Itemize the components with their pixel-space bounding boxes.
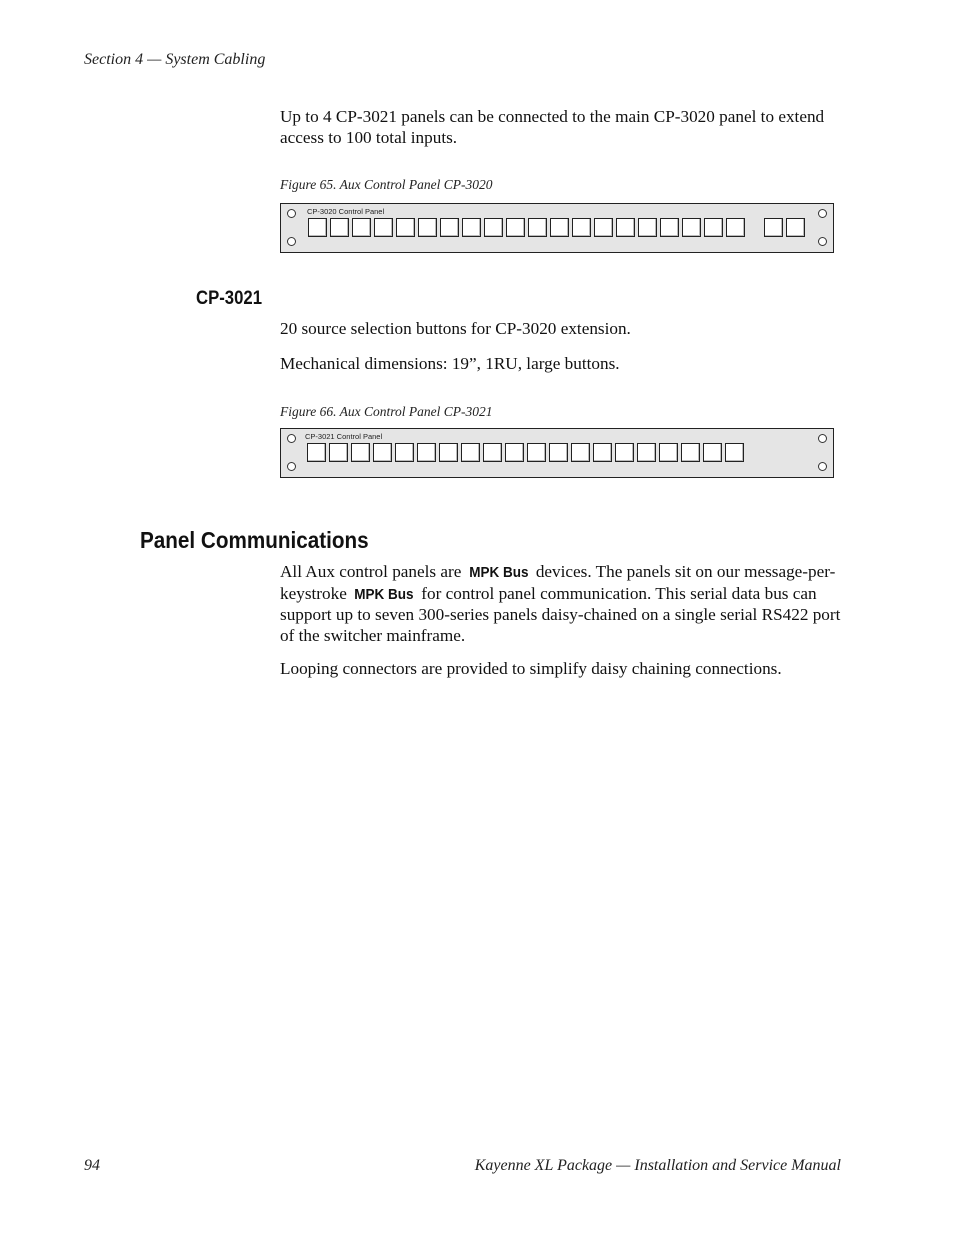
panel-label: CP-3020 Control Panel bbox=[307, 207, 385, 216]
panel-button bbox=[572, 218, 591, 237]
mounting-hole bbox=[287, 462, 296, 471]
panel-button bbox=[439, 443, 458, 462]
panel-button bbox=[396, 218, 415, 237]
panel-button bbox=[786, 218, 805, 237]
panel-button bbox=[528, 218, 547, 237]
panel-button bbox=[616, 218, 635, 237]
text-run: All Aux control panels are bbox=[280, 562, 466, 581]
mounting-hole bbox=[818, 434, 827, 443]
panel-button bbox=[483, 443, 502, 462]
cp-3020-panel-figure bbox=[280, 203, 834, 253]
panel-button bbox=[726, 218, 745, 237]
panel-button bbox=[440, 218, 459, 237]
figure-66-caption: Figure 66. Aux Control Panel CP-3021 bbox=[280, 404, 493, 419]
panel-button bbox=[417, 443, 436, 462]
mounting-hole bbox=[287, 209, 296, 218]
panel-communications-heading: Panel Communications bbox=[140, 527, 369, 553]
panel-button bbox=[703, 443, 722, 462]
mounting-hole bbox=[818, 462, 827, 471]
panel-button bbox=[571, 443, 590, 462]
panel-button bbox=[615, 443, 634, 462]
panel-button bbox=[681, 443, 700, 462]
panel-button bbox=[308, 218, 327, 237]
panel-button bbox=[395, 443, 414, 462]
running-header: Section 4 — System Cabling bbox=[84, 51, 266, 68]
panel-button bbox=[351, 443, 370, 462]
panel-communications-paragraph-1 bbox=[280, 562, 846, 646]
panel-button bbox=[505, 443, 524, 462]
mpk-bus-term: MPK Bus bbox=[468, 564, 529, 581]
panel-button bbox=[461, 443, 480, 462]
text-run: devices. The panels sit on our message-per-keystroke bbox=[280, 562, 836, 603]
panel-communications-paragraph-2: Looping connectors are provided to simplify daisy chaining connections. bbox=[280, 659, 782, 678]
page-number: 94 bbox=[84, 1157, 100, 1174]
panel-button bbox=[660, 218, 679, 237]
mounting-hole bbox=[287, 237, 296, 246]
panel-button bbox=[637, 443, 656, 462]
panel-button bbox=[682, 218, 701, 237]
source-button-row bbox=[308, 218, 745, 237]
panel-button bbox=[329, 443, 348, 462]
panel-button bbox=[307, 443, 326, 462]
panel-button bbox=[462, 218, 481, 237]
mounting-hole bbox=[287, 434, 296, 443]
cp-3021-heading: CP-3021 bbox=[196, 288, 262, 309]
cp-3021-paragraph-1: 20 source selection buttons for CP-3020 extension. bbox=[280, 319, 631, 338]
panel-button bbox=[373, 443, 392, 462]
panel-button bbox=[374, 218, 393, 237]
panel-button bbox=[725, 443, 744, 462]
panel-button bbox=[527, 443, 546, 462]
cp-3021-paragraph-2: Mechanical dimensions: 19”, 1RU, large buttons. bbox=[280, 354, 620, 373]
intro-paragraph: Up to 4 CP-3021 panels can be connected to the main CP-3020 panel to extend access to 100 total inputs. bbox=[280, 107, 825, 147]
panel-button bbox=[764, 218, 783, 237]
panel-button bbox=[330, 218, 349, 237]
function-button-row bbox=[764, 218, 805, 237]
panel-button bbox=[704, 218, 723, 237]
panel-button bbox=[418, 218, 437, 237]
figure-65-caption: Figure 65. Aux Control Panel CP-3020 bbox=[280, 177, 493, 192]
cp-3021-panel-figure bbox=[280, 428, 834, 478]
panel-button bbox=[549, 443, 568, 462]
mpk-bus-term: MPK Bus bbox=[354, 585, 414, 603]
footer-title: Kayenne XL Package — Installation and Service Manual bbox=[474, 1157, 841, 1174]
text-run: for control panel communication. This serial data bus can support up to seven 300-series panels daisy-chained on a single serial RS422 port of the switcher mainframe. bbox=[280, 583, 841, 645]
source-button-row bbox=[307, 443, 744, 462]
panel-button bbox=[594, 218, 613, 237]
panel-button bbox=[506, 218, 525, 237]
panel-label: CP-3021 Control Panel bbox=[305, 432, 383, 441]
panel-button bbox=[593, 443, 612, 462]
panel-button bbox=[659, 443, 678, 462]
panel-button bbox=[484, 218, 503, 237]
panel-button bbox=[352, 218, 371, 237]
panel-button bbox=[638, 218, 657, 237]
mounting-hole bbox=[818, 209, 827, 218]
panel-button bbox=[550, 218, 569, 237]
mounting-hole bbox=[818, 237, 827, 246]
